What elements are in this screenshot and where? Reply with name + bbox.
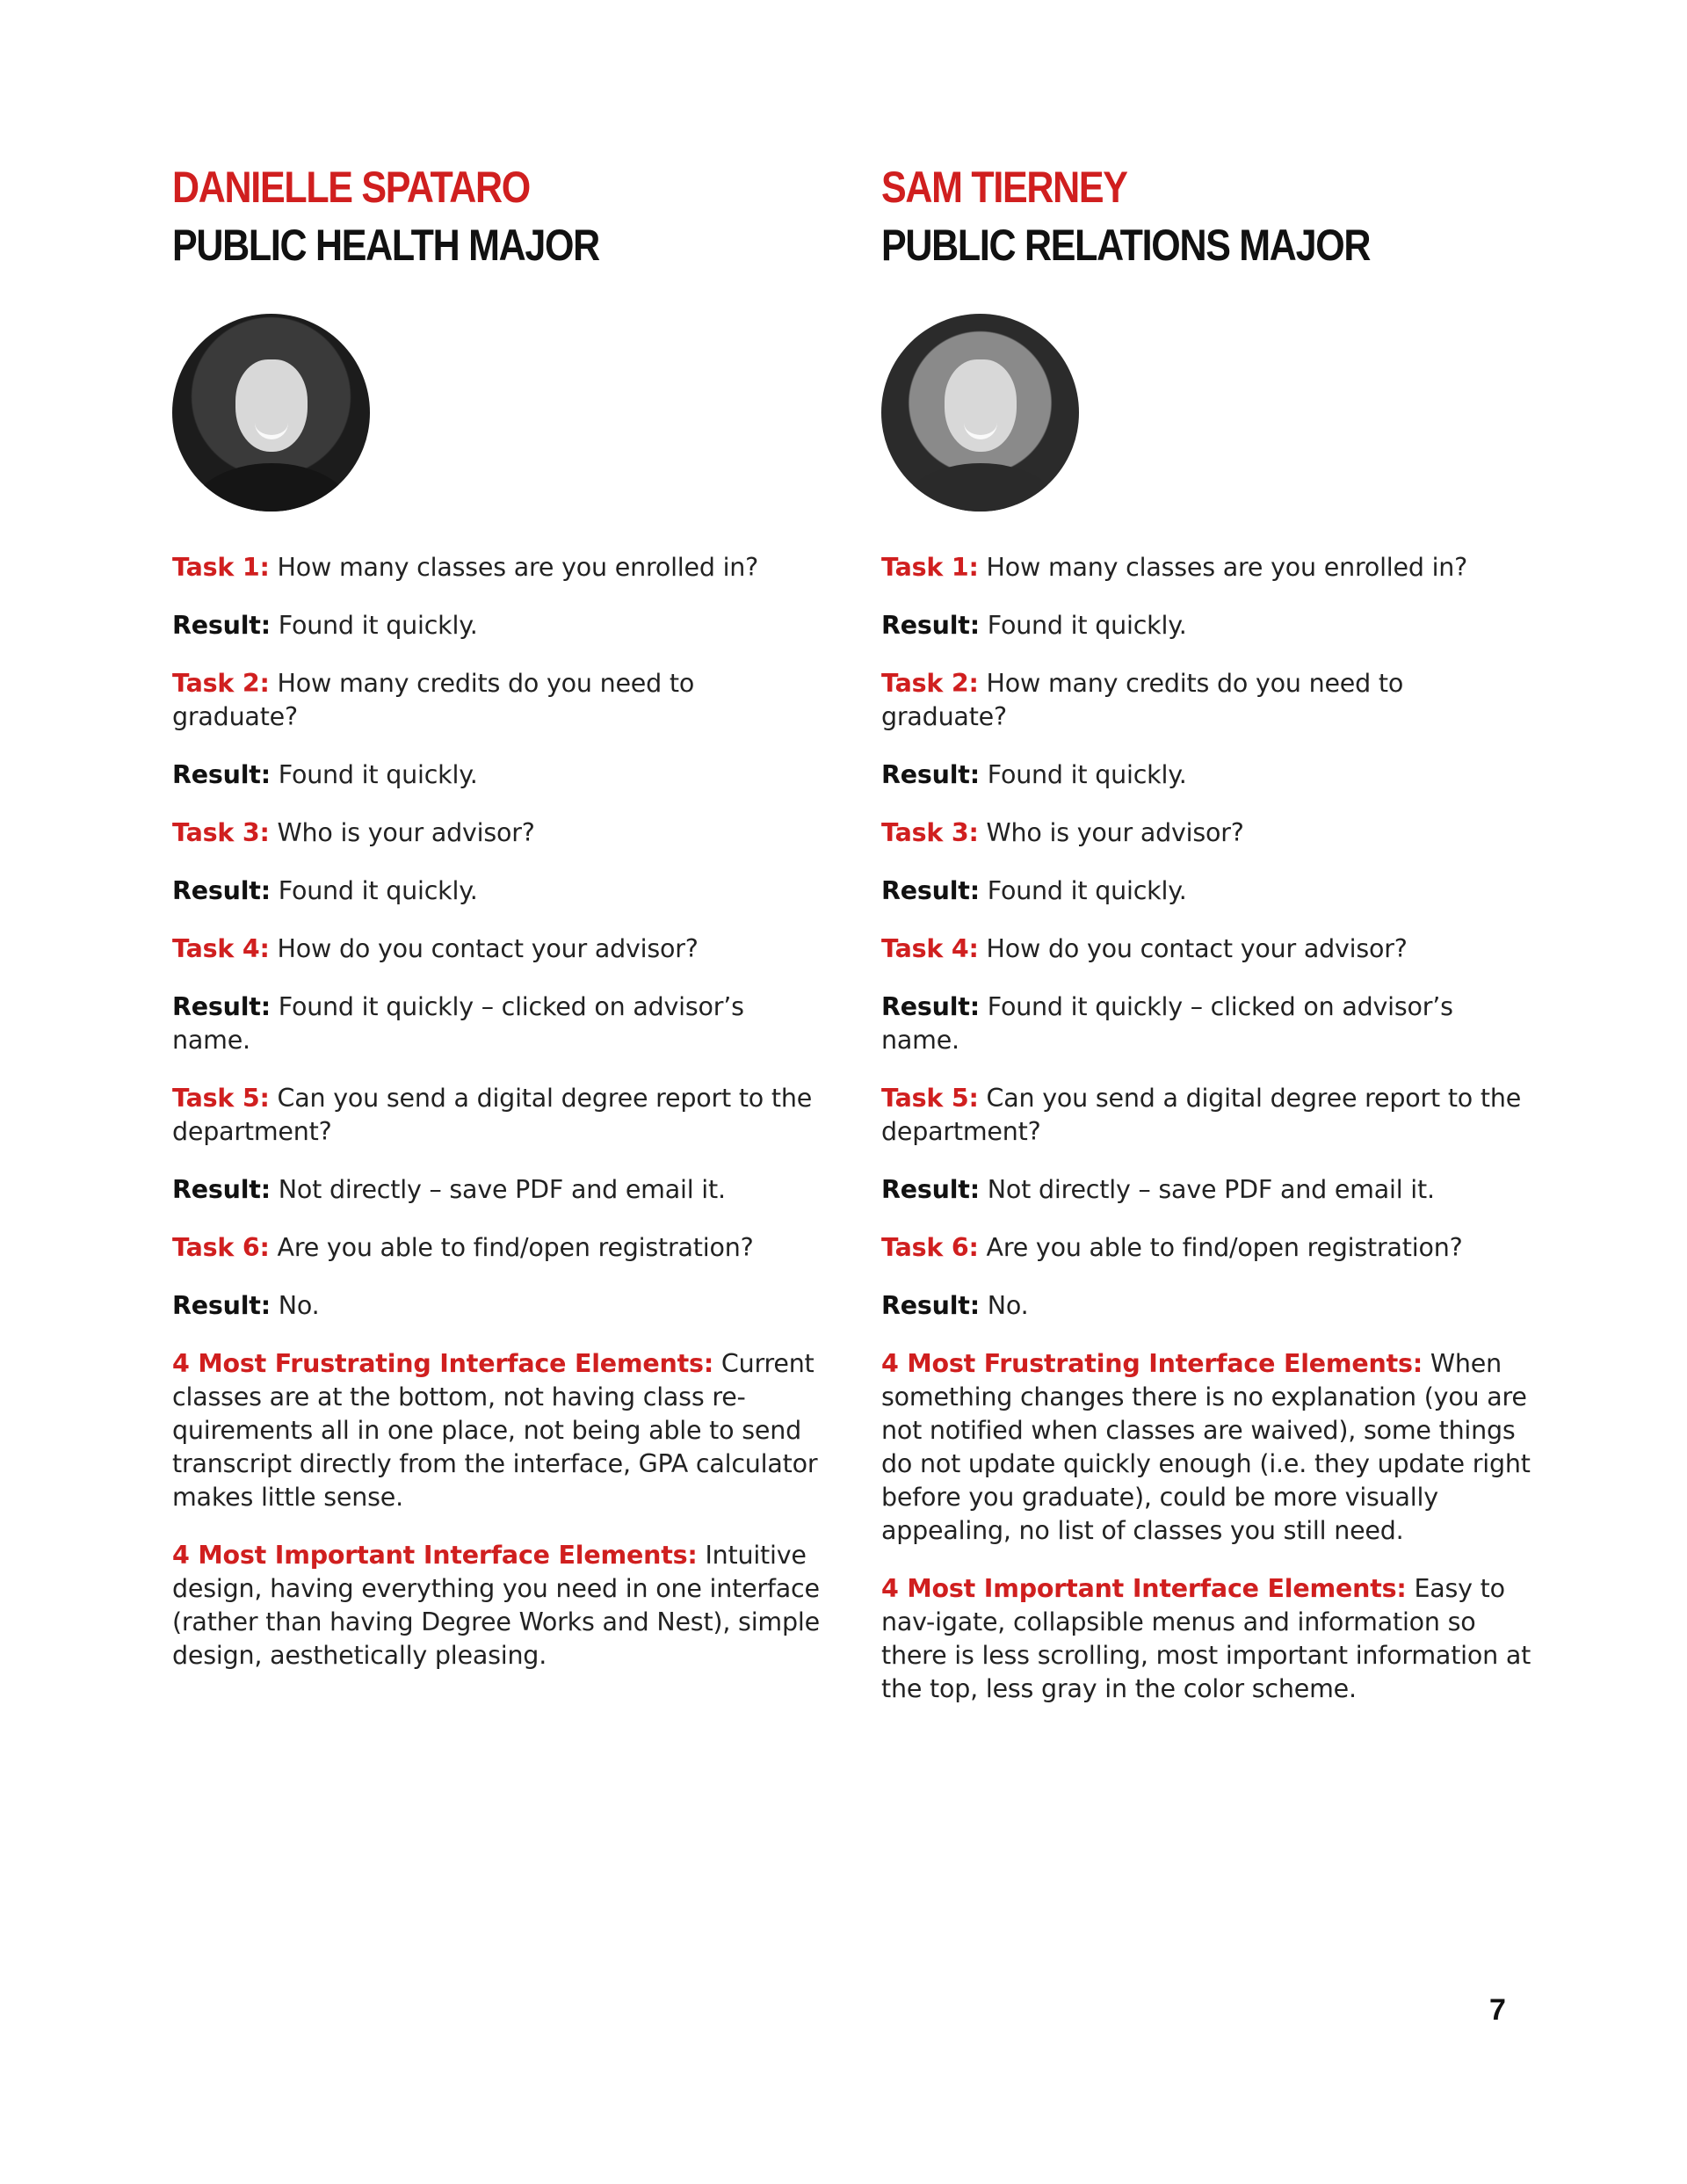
participant-column-left <box>172 158 822 1697</box>
entry-label: Result: <box>881 876 980 905</box>
entry-label: Task 6: <box>172 1233 270 1262</box>
entry-text: Not directly – save PDF and email it. <box>987 1175 1435 1204</box>
participant-photo <box>172 314 370 512</box>
entry-label: Result: <box>172 992 271 1021</box>
entry-text: When something changes there is no explanation (you are not notified when classes are waived), some things do not update quickly enough (i.e. they update right before you graduate), could be more visually appealing, no list of classes you still need. <box>881 1349 1531 1545</box>
entry-item <box>881 1289 1531 1323</box>
entry-text: Found it quickly. <box>278 611 478 640</box>
entry-item <box>172 874 822 908</box>
participant-photo <box>881 314 1079 512</box>
entry-text: Found it quickly. <box>278 760 478 789</box>
entry-label: Result: <box>881 1175 980 1204</box>
entry-label: Result: <box>172 760 271 789</box>
entry-item <box>172 1347 822 1514</box>
task-results-list <box>881 551 1531 1706</box>
entry-text: How many credits do you need to graduate? <box>172 669 695 731</box>
entry-label: Result: <box>172 1291 271 1320</box>
entry-label: Result: <box>881 611 980 640</box>
page-number: 7 <box>1489 1993 1506 2027</box>
entry-label: Result: <box>881 1291 980 1320</box>
entry-item <box>172 1289 822 1323</box>
entry-item <box>172 1082 822 1149</box>
entry-label: Result: <box>881 992 980 1021</box>
entry-item <box>881 667 1531 734</box>
participant-major: PUBLIC HEALTH MAJOR <box>172 221 599 270</box>
entry-item <box>881 1231 1531 1265</box>
entry-item <box>172 990 822 1057</box>
entry-text: Found it quickly. <box>987 876 1187 905</box>
entry-label: Task 1: <box>172 553 270 582</box>
entry-item <box>172 932 822 966</box>
entry-text: Found it quickly. <box>987 611 1187 640</box>
entry-label: 4 Most Frustrating Interface Elements: <box>881 1349 1423 1378</box>
entry-text: Are you able to find/open registration? <box>277 1233 754 1262</box>
entry-text: Found it quickly – clicked on advisor’s name. <box>881 992 1453 1055</box>
entry-text: Are you able to find/open registration? <box>986 1233 1463 1262</box>
entry-label: Task 4: <box>172 934 270 963</box>
entry-item <box>881 1082 1531 1149</box>
entry-text: Who is your advisor? <box>277 818 535 847</box>
entry-text: Found it quickly – clicked on advisor’s name. <box>172 992 744 1055</box>
entry-text: Intuitive design, having everything you need in one interface (rather than having Degree Works and Nest), simple design, aesthetically pleasing. <box>172 1541 820 1670</box>
task-results-list <box>172 551 822 1672</box>
entry-item <box>172 816 822 850</box>
entry-item <box>172 667 822 734</box>
entry-text: How many credits do you need to graduate? <box>881 669 1404 731</box>
participant-name: DANIELLE SPATARO <box>172 163 530 212</box>
entry-item <box>881 990 1531 1057</box>
entry-label: Result: <box>172 1175 271 1204</box>
entry-label: Task 2: <box>172 669 270 698</box>
entry-item <box>881 1572 1531 1706</box>
entry-label: Task 1: <box>881 553 979 582</box>
entry-item <box>172 1231 822 1265</box>
entry-text: Found it quickly. <box>278 876 478 905</box>
entry-item <box>881 609 1531 642</box>
entry-item <box>172 551 822 584</box>
entry-label: Result: <box>881 760 980 789</box>
entry-label: 4 Most Frustrating Interface Elements: <box>172 1349 714 1378</box>
entry-text: Current classes are at the bottom, not having class re-quirements all in one place, not being able to send transcript directly from the interface, GPA calculator makes little sense. <box>172 1349 818 1512</box>
entry-text: How do you contact your advisor? <box>277 934 699 963</box>
participant-major: PUBLIC RELATIONS MAJOR <box>881 221 1371 270</box>
entry-text: Can you send a digital degree report to the department? <box>881 1084 1522 1146</box>
entry-label: Task 3: <box>881 818 979 847</box>
entry-label: Task 5: <box>172 1084 270 1113</box>
entry-item <box>881 551 1531 584</box>
entry-text: How many classes are you enrolled in? <box>277 553 759 582</box>
entry-item <box>172 1539 822 1672</box>
entry-text: Who is your advisor? <box>986 818 1244 847</box>
entry-text: Can you send a digital degree report to the department? <box>172 1084 813 1146</box>
participant-column-right <box>881 158 1531 1731</box>
entry-label: Task 5: <box>881 1084 979 1113</box>
entry-item <box>881 1347 1531 1548</box>
participant-name: SAM TIERNEY <box>881 163 1127 212</box>
entry-label: Result: <box>172 876 271 905</box>
entry-item <box>881 1173 1531 1207</box>
entry-label: 4 Most Important Interface Elements: <box>172 1541 698 1570</box>
entry-text: Found it quickly. <box>987 760 1187 789</box>
entry-label: Task 3: <box>172 818 270 847</box>
entry-label: Result: <box>172 611 271 640</box>
entry-item <box>881 932 1531 966</box>
entry-text: Easy to nav-igate, collapsible menus and information so there is less scrolling, most important information at the top, less gray in the color scheme. <box>881 1574 1531 1703</box>
entry-text: How many classes are you enrolled in? <box>986 553 1468 582</box>
entry-text: How do you contact your advisor? <box>986 934 1408 963</box>
entry-item <box>881 874 1531 908</box>
entry-label: Task 2: <box>881 669 979 698</box>
entry-label: Task 6: <box>881 1233 979 1262</box>
entry-item <box>881 816 1531 850</box>
entry-text: Not directly – save PDF and email it. <box>278 1175 726 1204</box>
entry-item <box>172 758 822 792</box>
entry-item <box>172 1173 822 1207</box>
entry-label: 4 Most Important Interface Elements: <box>881 1574 1407 1603</box>
entry-item <box>172 609 822 642</box>
entry-text: No. <box>278 1291 320 1320</box>
entry-item <box>881 758 1531 792</box>
entry-label: Task 4: <box>881 934 979 963</box>
entry-text: No. <box>987 1291 1029 1320</box>
